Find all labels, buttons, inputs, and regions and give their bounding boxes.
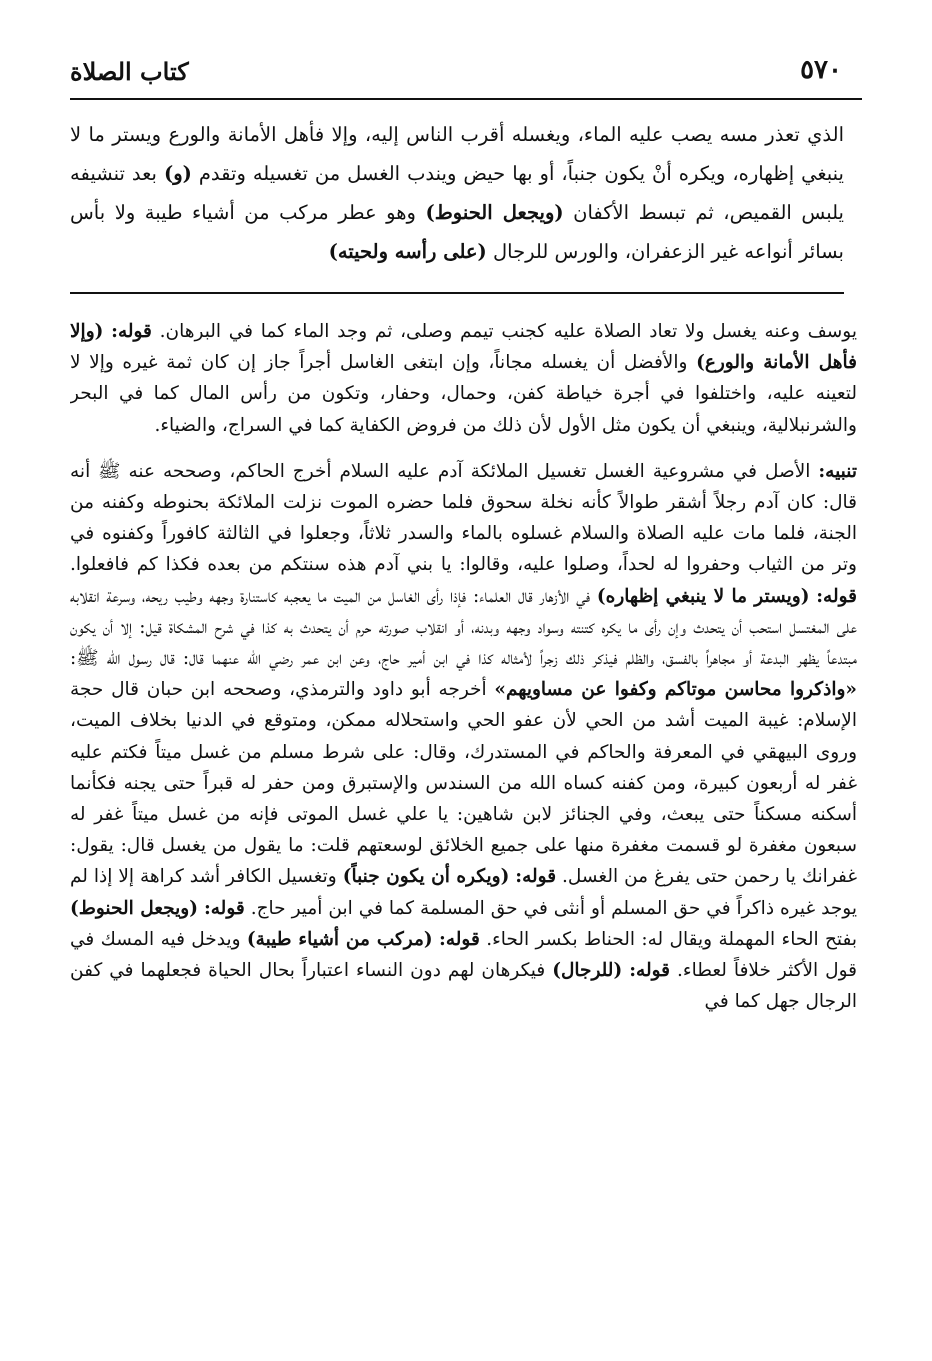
main-bold-term: (ويجعل الحنوط): [425, 201, 564, 224]
qawluhu-label: قوله:: [629, 960, 670, 982]
hadith-quote: «واذكروا محاسن موتاكم وكفوا عن مساويهم»: [494, 679, 857, 701]
commentary-text: أخرجه أبو داود والترمذي، وصححه ابن حبان قال حجة الإسلام: غيبة الميت أشد من الحي لأن عفو الحي واستحلاله ممكن، ومتوقع في الدنيا بخلاف الميت، وروى البيهقي في المعرفة والحاكم في المستدرك، وقال: على شرط مسلم من غسل ميتاً فكتم عليه غفر له أربعون كبيرة، ومن كفنه كساه الله من السندس والإستبرق ومن حفر له قبراً حتى يجنه فكأنما أسكنه مسكناً حتى يبعث، وفي الجنائز لابن شاهين: يا علي غسل الموتى فإنه من غسل ميتاً غفر له سبعون مغفرة لو قسمت مغفرة منها على جميع الخلائق لوسعتهم قلت: ما يقول من يغسل قال: يقول: غفرانك يا رحمن حتى يفرغ من الغسل.: [70, 679, 857, 888]
commentary-text: في الأزهار قال العلماء: فإذا رأى الغاسل من الميت ما يعجبه كاستنارة وجهه وطيب ريحه، وسرعة انقلابه على المغتسل استحب أن يتحدث وإن رأى ما يكره كتنته وسواد وجهه وبدنه، أو انقلاب صورته حرم أن يتحدث به كذا في شرح المشكاة قيل: إلا أن يكون مبتدعاً يظهر البدعة أو مجاهراً بالفسق، والظلم فيذكر ذلك زجراً لأمثاله كذا في ابن أمير حاج، وعن ابن عمر رضي الله عنهما قال: قال رسول الله ﷺ:: [70, 585, 857, 670]
commentary-text: بفتح الحاء المهملة ويقال له: الحناط بكسر الحاء.: [479, 928, 857, 950]
quoted-matn: (للرجال): [552, 960, 623, 982]
quoted-matn: (ويستر ما لا ينبغي إظهاره): [596, 585, 810, 607]
commentary-text: فيكرهان لهم دون النساء اعتباراً بحال الحياة فجعلهما في كفن الرجال جهل كما في: [70, 960, 857, 1013]
tanbih-label: تنبيه:: [818, 460, 857, 482]
commentary-paragraph: [70, 316, 857, 441]
commentary-text: وتغسيل الكافر أشد كراهة إلا إذا لم يوجد غيره ذاكراً في حق المسلم أو أنثى في حق المسلمة كما في ابن أمير حاج.: [70, 866, 857, 919]
main-text-segment: وهو عطر مركب من أشياء طيبة ولا بأس بسائر أنواعه غير الزعفران، والورس للرجال: [70, 201, 844, 263]
quoted-matn: (وإلا فأهل الأمانة والورع): [70, 321, 857, 374]
page-header: [70, 55, 842, 95]
page-number: ٥٧٠: [800, 55, 842, 85]
qawluhu-label: قوله:: [515, 866, 557, 888]
commentary-divider: [70, 292, 844, 294]
quoted-matn: (ويكره أن يكون جنباً): [342, 866, 510, 888]
commentary-text: ويدخل فيه المسك في قول الأكثر خلافاً لعطاء.: [70, 928, 857, 982]
main-bold-term: (و): [163, 162, 192, 185]
quoted-matn: (ويجعل الحنوط): [70, 897, 198, 919]
commentary-text: والأفضل أن يغسله مجاناً، وإن ابتغى الغاسل أجراً جاز إن كان ثمة غيره وإلا لا لتعينه عليه، واختلفوا في أجرة خياطة كفن، وحمال، وحفار، وتكون من رأس المال كما في البحر والشرنبلالية، وينبغي أن يكون مثل الأول لأن ذلك من فروض الكفاية كما في السراج، والضياء.: [70, 352, 857, 436]
commentary-text: الأصل في مشروعية الغسل تغسيل الملائكة آدم عليه السلام أخرج الحاكم، وصححه عنه ﷺ أنه قال: كان آدم رجلاً أشقر طوالاً كأنه نخلة سحوق فلما حضره الموت نزلت الملائكة بحنوطه وكفنه من الجنة، فلما مات عليه الصلاة والسلام غسلوه بالماء والسدر ثلاثاً، وجعلوا في الثالثة كافوراً وكفنوه في وتر من الثياب وحفروا له لحداً، وصلوا عليه، وقالوا: يا بني آدم هذه سنتكم من بعده فكذا كم فافعلوا.: [70, 460, 857, 576]
commentary-text: يوسف وعنه يغسل ولا تعاد الصلاة عليه كجنب تيمم وصلى، ثم وجد الماء كما في البرهان.: [151, 321, 857, 342]
commentary-paragraph: [70, 456, 857, 1018]
commentary: [70, 316, 857, 1349]
qawluhu-label: قوله:: [816, 585, 857, 607]
header-divider: [70, 98, 862, 100]
main-text-segment: بعد تنشيفه يلبس القميص، ثم تبسط الأكفان: [70, 162, 844, 224]
quoted-matn: (مركب من أشياء طيبة): [246, 928, 433, 950]
main-text-segment: الذي تعذر مسه يصب عليه الماء، ويغسله أقرب الناس إليه، وإلا فأهل الأمانة والورع ويستر ما لا ينبغي إظهاره، ويكره أنْ يكون جنباً، أو بها حيض ويندب الغسل من تغسيله وتقدم: [70, 123, 844, 185]
running-title: كتاب الصلاة: [70, 57, 189, 86]
qawluhu-label: قوله:: [111, 321, 152, 342]
qawluhu-label: قوله:: [203, 897, 245, 919]
main-text: [70, 115, 844, 271]
main-bold-term: (على رأسه ولحيته): [328, 240, 487, 263]
main-paragraph: [70, 115, 844, 271]
qawluhu-label: قوله:: [439, 928, 480, 950]
